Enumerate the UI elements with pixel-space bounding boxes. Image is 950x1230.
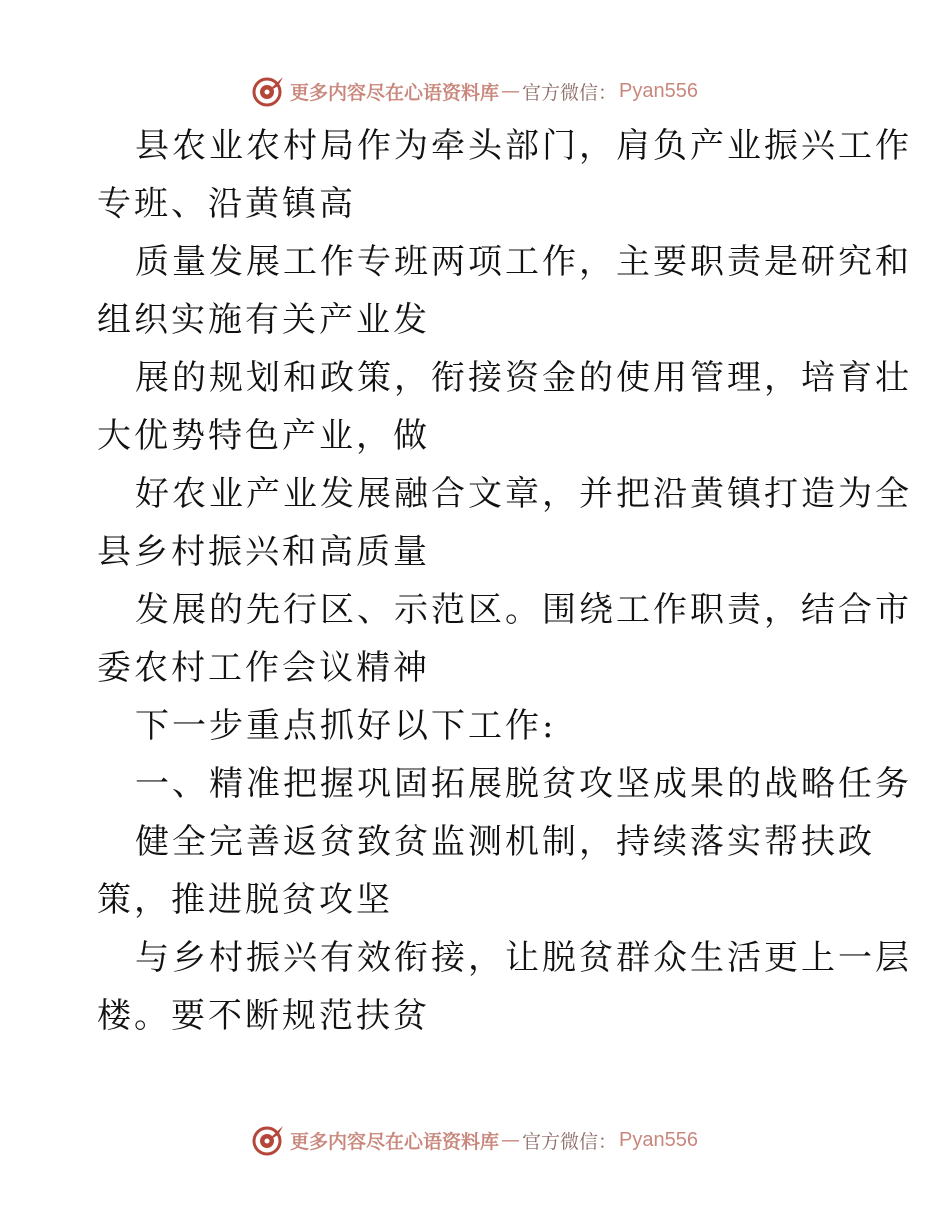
document-body <box>97 117 912 1045</box>
paragraph-line: 委农村工作会议精神 <box>97 648 430 688</box>
watermark-separator: — <box>501 1129 521 1151</box>
paragraph-line: 楼。要不断规范扶贫 <box>97 996 430 1036</box>
paragraph-line: 组织实施有关产业发 <box>97 300 430 340</box>
paragraph-line: 好农业产业发展融合文章，并把沿黄镇打造为全 <box>135 474 912 514</box>
paragraph-line: 专班、沿黄镇高 <box>97 184 356 224</box>
section-heading: 一、精准把握巩固拓展脱贫攻坚成果的战略任务 <box>135 764 912 804</box>
watermark-label: 官方微信： <box>522 1130 618 1153</box>
paragraph-line: 县乡村振兴和高质量 <box>97 532 430 572</box>
quill-seal-icon <box>252 74 286 108</box>
watermark-separator: — <box>501 80 521 102</box>
watermark-brand-text: 更多内容尽在心语资料库 <box>290 81 500 104</box>
paragraph-line: 质量发展工作专班两项工作，主要职责是研究和 <box>135 242 912 282</box>
paragraph-line: 策，推进脱贫攻坚 <box>97 880 393 920</box>
paragraph-line: 与乡村振兴有效衔接，让脱贫群众生活更上一层 <box>135 938 912 978</box>
watermark-label: 官方微信： <box>522 81 618 104</box>
watermark-wechat-id: Pyan556 <box>619 1128 698 1151</box>
watermark-wechat-id: Pyan556 <box>619 79 698 102</box>
header-watermark <box>0 71 950 111</box>
paragraph-line: 健全完善返贫致贫监测机制，持续落实帮扶政 <box>135 822 875 862</box>
paragraph-line: 展的规划和政策，衔接资金的使用管理，培育壮 <box>135 358 912 398</box>
paragraph-line: 下一步重点抓好以下工作: <box>135 706 557 746</box>
quill-seal-icon <box>252 1123 286 1157</box>
paragraph-line: 县农业农村局作为牵头部门，肩负产业振兴工作 <box>135 126 912 166</box>
paragraph-line: 大优势特色产业，做 <box>97 416 430 456</box>
watermark-brand-text: 更多内容尽在心语资料库 <box>290 1130 500 1153</box>
footer-watermark <box>0 1120 950 1160</box>
paragraph-line: 发展的先行区、示范区。围绕工作职责，结合市 <box>135 590 912 630</box>
